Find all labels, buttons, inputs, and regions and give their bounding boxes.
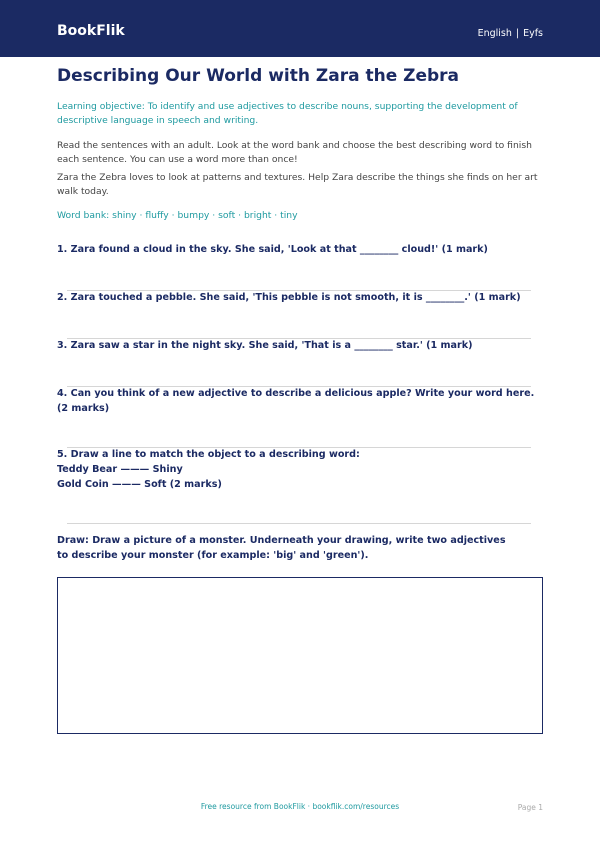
- page-number: Page 1: [517, 803, 543, 812]
- question-3: 3. Zara saw a star in the night sky. She said, 'That is a ________ star.' (1 mark): [57, 340, 473, 351]
- language-label[interactable]: English: [477, 28, 512, 39]
- intro-text: Zara the Zebra loves to look at patterns and textures. Help Zara describe the things she finds on her art walk today.: [57, 172, 538, 197]
- learning-objective: Learning objective: To identify and use adjectives to describe nouns, supporting the development of descriptive language in speech and writing.: [57, 101, 518, 126]
- page-title: Describing Our World with Zara the Zebra: [57, 66, 460, 86]
- word-bank: Word bank: shiny · fluffy · bumpy · soft · bright · tiny: [57, 210, 298, 221]
- draw-task: Draw: Draw a picture of a monster. Underneath your drawing, write two adjectives to describe your monster (for example: 'big' and 'green').: [57, 535, 506, 561]
- drawing-box[interactable]: [57, 577, 543, 734]
- answer-line-5: [67, 523, 531, 524]
- question-4: 4. Can you think of a new adjective to describe a delicious apple? Write your word here. (2 marks): [57, 388, 535, 414]
- question-2: 2. Zara touched a pebble. She said, 'This pebble is not smooth, it is ________.' (1 mark): [57, 292, 521, 303]
- question-1: 1. Zara found a cloud in the sky. She said, 'Look at that ________ cloud!' (1 mark): [57, 244, 488, 255]
- level-label[interactable]: Eyfs: [523, 28, 543, 39]
- footer-text[interactable]: Free resource from BookFlik · bookflik.com/resources: [200, 802, 400, 811]
- match-row-gold-coin: Gold Coin ——— Soft (2 marks): [57, 479, 222, 490]
- site-header: [0, 0, 600, 57]
- header-separator: |: [515, 28, 520, 39]
- brand-logo[interactable]: BookFlik: [57, 23, 125, 39]
- header-meta: [478, 28, 543, 39]
- match-row-teddy-bear: Teddy Bear ——— Shiny: [57, 464, 183, 475]
- question-5-prompt: 5. Draw a line to match the object to a describing word:: [57, 449, 360, 460]
- instructions-text: Read the sentences with an adult. Look at the word bank and choose the best describing word to finish each sentence. You can use a word more than once!: [57, 140, 532, 165]
- question-5: [57, 447, 543, 492]
